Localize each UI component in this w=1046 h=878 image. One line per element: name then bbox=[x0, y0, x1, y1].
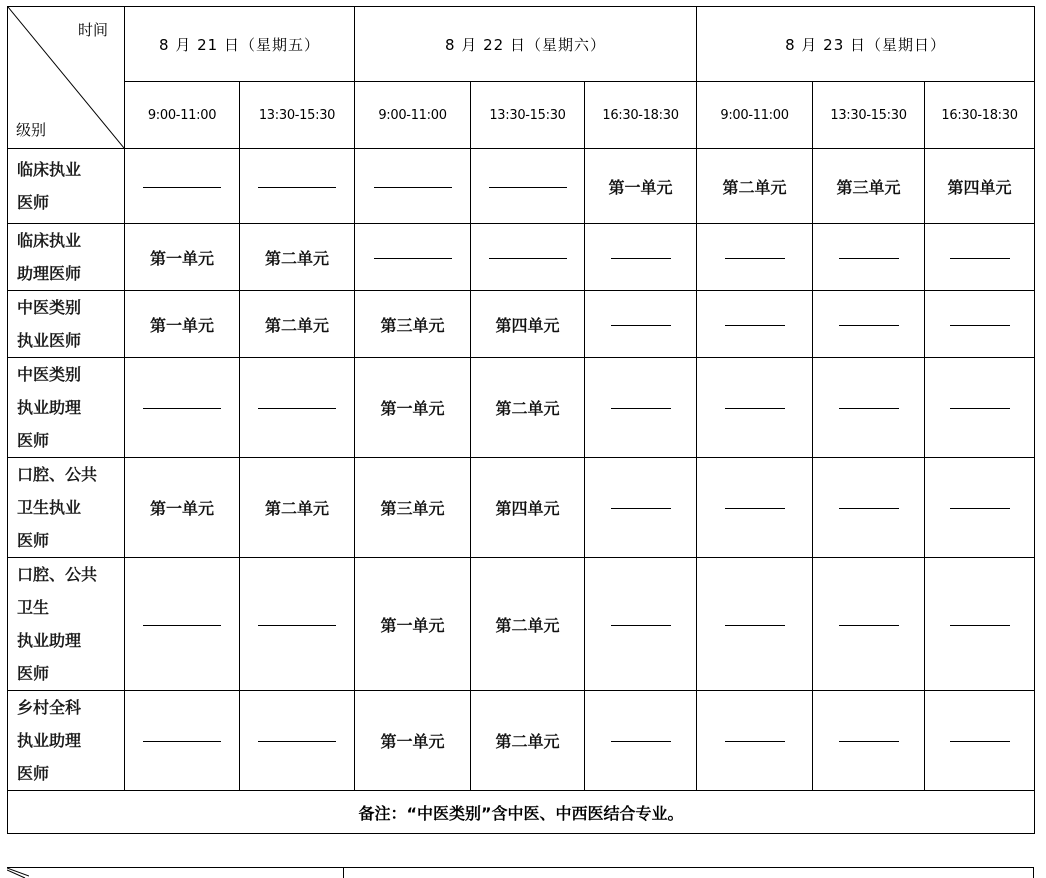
level-line: 执业助理 bbox=[17, 731, 82, 750]
exam-unit-cell: 第三单元 bbox=[355, 291, 471, 358]
no-exam-dash bbox=[258, 625, 336, 626]
no-exam-dash bbox=[950, 258, 1010, 259]
no-exam-dash bbox=[611, 258, 671, 259]
no-exam-cell bbox=[240, 358, 355, 458]
date-header-row bbox=[8, 7, 1035, 82]
no-exam-dash bbox=[839, 258, 899, 259]
no-exam-cell bbox=[925, 224, 1035, 291]
level-line: 执业医师 bbox=[17, 331, 82, 350]
level-line: 临床执业 bbox=[17, 160, 82, 179]
no-exam-cell bbox=[125, 358, 240, 458]
date-header-aug-21: 8 月 21 日（星期五） bbox=[125, 7, 355, 82]
time-slot-cell: 9:00-11:00 bbox=[125, 82, 240, 149]
no-exam-cell bbox=[585, 558, 697, 691]
no-exam-cell bbox=[697, 558, 813, 691]
no-exam-dash bbox=[258, 408, 336, 409]
no-exam-dash bbox=[839, 625, 899, 626]
level-line: 临床执业 bbox=[17, 231, 82, 250]
no-exam-cell bbox=[240, 691, 355, 791]
level-cell bbox=[8, 291, 125, 358]
no-exam-cell bbox=[813, 458, 925, 558]
level-line: 执业助理 bbox=[17, 398, 82, 417]
schedule-row bbox=[8, 291, 1035, 358]
no-exam-cell bbox=[697, 224, 813, 291]
exam-unit-cell: 第四单元 bbox=[925, 149, 1035, 224]
level-line: 医师 bbox=[17, 531, 50, 550]
no-exam-cell bbox=[697, 358, 813, 458]
exam-unit-cell: 第二单元 bbox=[240, 291, 355, 358]
footer-divider-tick bbox=[1033, 867, 1034, 878]
level-cell bbox=[8, 458, 125, 558]
no-exam-cell bbox=[125, 558, 240, 691]
time-slot-cell: 16:30-18:30 bbox=[925, 82, 1035, 149]
no-exam-dash bbox=[839, 325, 899, 326]
time-slot-cell: 13:30-15:30 bbox=[813, 82, 925, 149]
no-exam-dash bbox=[725, 625, 785, 626]
exam-unit-cell: 第一单元 bbox=[355, 558, 471, 691]
exam-unit-cell: 第二单元 bbox=[240, 458, 355, 558]
exam-unit-cell: 第一单元 bbox=[125, 291, 240, 358]
no-exam-dash bbox=[725, 258, 785, 259]
exam-unit-cell: 第二单元 bbox=[471, 691, 585, 791]
no-exam-dash bbox=[143, 187, 221, 188]
no-exam-cell bbox=[585, 458, 697, 558]
exam-unit-cell: 第一单元 bbox=[355, 358, 471, 458]
no-exam-cell bbox=[125, 149, 240, 224]
no-exam-cell bbox=[925, 458, 1035, 558]
time-slot-row bbox=[8, 82, 1035, 149]
note-text: 备注：“中医类别”含中医、中西医结合专业。 bbox=[8, 791, 1035, 834]
no-exam-cell bbox=[240, 558, 355, 691]
level-line: 助理医师 bbox=[17, 264, 82, 283]
time-slot-cell: 9:00-11:00 bbox=[697, 82, 813, 149]
schedule-row bbox=[8, 558, 1035, 691]
schedule-row bbox=[8, 458, 1035, 558]
corner-time-label: 时间 bbox=[77, 21, 108, 39]
no-exam-cell bbox=[585, 291, 697, 358]
no-exam-cell bbox=[125, 691, 240, 791]
exam-unit-cell: 第三单元 bbox=[355, 458, 471, 558]
no-exam-cell bbox=[813, 291, 925, 358]
level-line: 卫生 bbox=[17, 598, 50, 617]
time-slot-cell: 13:30-15:30 bbox=[471, 82, 585, 149]
level-cell bbox=[8, 358, 125, 458]
no-exam-dash bbox=[143, 408, 221, 409]
no-exam-dash bbox=[725, 508, 785, 509]
level-line: 口腔、公共 bbox=[17, 465, 98, 484]
level-line: 乡村全科 bbox=[17, 698, 82, 717]
no-exam-dash bbox=[839, 408, 899, 409]
no-exam-dash bbox=[725, 408, 785, 409]
no-exam-dash bbox=[258, 741, 336, 742]
no-exam-dash bbox=[611, 625, 671, 626]
exam-unit-cell: 第一单元 bbox=[125, 224, 240, 291]
schedule-row bbox=[8, 358, 1035, 458]
no-exam-dash bbox=[489, 258, 567, 259]
exam-unit-cell: 第四单元 bbox=[471, 458, 585, 558]
exam-unit-cell: 第一单元 bbox=[125, 458, 240, 558]
no-exam-dash bbox=[950, 508, 1010, 509]
level-cell bbox=[8, 149, 125, 224]
note-row bbox=[8, 791, 1035, 834]
no-exam-cell bbox=[813, 691, 925, 791]
no-exam-cell bbox=[585, 691, 697, 791]
exam-unit-cell: 第二单元 bbox=[240, 224, 355, 291]
no-exam-cell bbox=[925, 291, 1035, 358]
no-exam-dash bbox=[611, 741, 671, 742]
corner-level-label: 级别 bbox=[16, 121, 47, 139]
no-exam-cell bbox=[471, 149, 585, 224]
no-exam-dash bbox=[839, 741, 899, 742]
no-exam-cell bbox=[697, 291, 813, 358]
schedule-row bbox=[8, 149, 1035, 224]
no-exam-dash bbox=[950, 625, 1010, 626]
date-header-aug-23: 8 月 23 日（星期日） bbox=[697, 7, 1035, 82]
no-exam-cell bbox=[697, 691, 813, 791]
schedule-row bbox=[8, 691, 1035, 791]
level-line: 医师 bbox=[17, 764, 50, 783]
level-line: 医师 bbox=[17, 664, 50, 683]
level-line: 中医类别 bbox=[17, 298, 82, 317]
no-exam-cell bbox=[813, 358, 925, 458]
footer-divider bbox=[7, 867, 1034, 878]
no-exam-dash bbox=[839, 508, 899, 509]
date-header-aug-22: 8 月 22 日（星期六） bbox=[355, 7, 697, 82]
no-exam-cell bbox=[585, 358, 697, 458]
no-exam-dash bbox=[611, 508, 671, 509]
level-line: 医师 bbox=[17, 193, 50, 212]
exam-unit-cell: 第三单元 bbox=[813, 149, 925, 224]
exam-schedule-table bbox=[7, 6, 1035, 834]
no-exam-dash bbox=[143, 741, 221, 742]
no-exam-cell bbox=[925, 558, 1035, 691]
corner-header-cell bbox=[8, 7, 125, 149]
no-exam-dash bbox=[725, 325, 785, 326]
no-exam-dash bbox=[374, 187, 452, 188]
no-exam-dash bbox=[143, 625, 221, 626]
time-slot-cell: 16:30-18:30 bbox=[585, 82, 697, 149]
level-line: 口腔、公共 bbox=[17, 565, 98, 584]
level-line: 医师 bbox=[17, 431, 50, 450]
no-exam-cell bbox=[585, 224, 697, 291]
no-exam-dash bbox=[489, 187, 567, 188]
exam-unit-cell: 第二单元 bbox=[471, 358, 585, 458]
exam-unit-cell: 第二单元 bbox=[697, 149, 813, 224]
level-cell bbox=[8, 691, 125, 791]
time-slot-cell: 9:00-11:00 bbox=[355, 82, 471, 149]
no-exam-dash bbox=[950, 741, 1010, 742]
footer-corner-mark bbox=[7, 868, 29, 878]
no-exam-cell bbox=[697, 458, 813, 558]
exam-unit-cell: 第一单元 bbox=[355, 691, 471, 791]
no-exam-cell bbox=[925, 691, 1035, 791]
no-exam-dash bbox=[950, 408, 1010, 409]
no-exam-dash bbox=[725, 741, 785, 742]
no-exam-dash bbox=[950, 325, 1010, 326]
exam-unit-cell: 第二单元 bbox=[471, 558, 585, 691]
footer-divider-tick bbox=[343, 867, 344, 878]
no-exam-dash bbox=[258, 187, 336, 188]
level-line: 执业助理 bbox=[17, 631, 82, 650]
level-cell bbox=[8, 558, 125, 691]
no-exam-cell bbox=[813, 558, 925, 691]
no-exam-cell bbox=[355, 224, 471, 291]
level-cell bbox=[8, 224, 125, 291]
no-exam-cell bbox=[240, 149, 355, 224]
level-line: 卫生执业 bbox=[17, 498, 82, 517]
no-exam-dash bbox=[611, 408, 671, 409]
exam-unit-cell: 第四单元 bbox=[471, 291, 585, 358]
no-exam-dash bbox=[374, 258, 452, 259]
schedule-row bbox=[8, 224, 1035, 291]
no-exam-cell bbox=[471, 224, 585, 291]
exam-unit-cell: 第一单元 bbox=[585, 149, 697, 224]
no-exam-cell bbox=[813, 224, 925, 291]
no-exam-cell bbox=[355, 149, 471, 224]
no-exam-cell bbox=[925, 358, 1035, 458]
level-line: 中医类别 bbox=[17, 365, 82, 384]
time-slot-cell: 13:30-15:30 bbox=[240, 82, 355, 149]
no-exam-dash bbox=[611, 325, 671, 326]
